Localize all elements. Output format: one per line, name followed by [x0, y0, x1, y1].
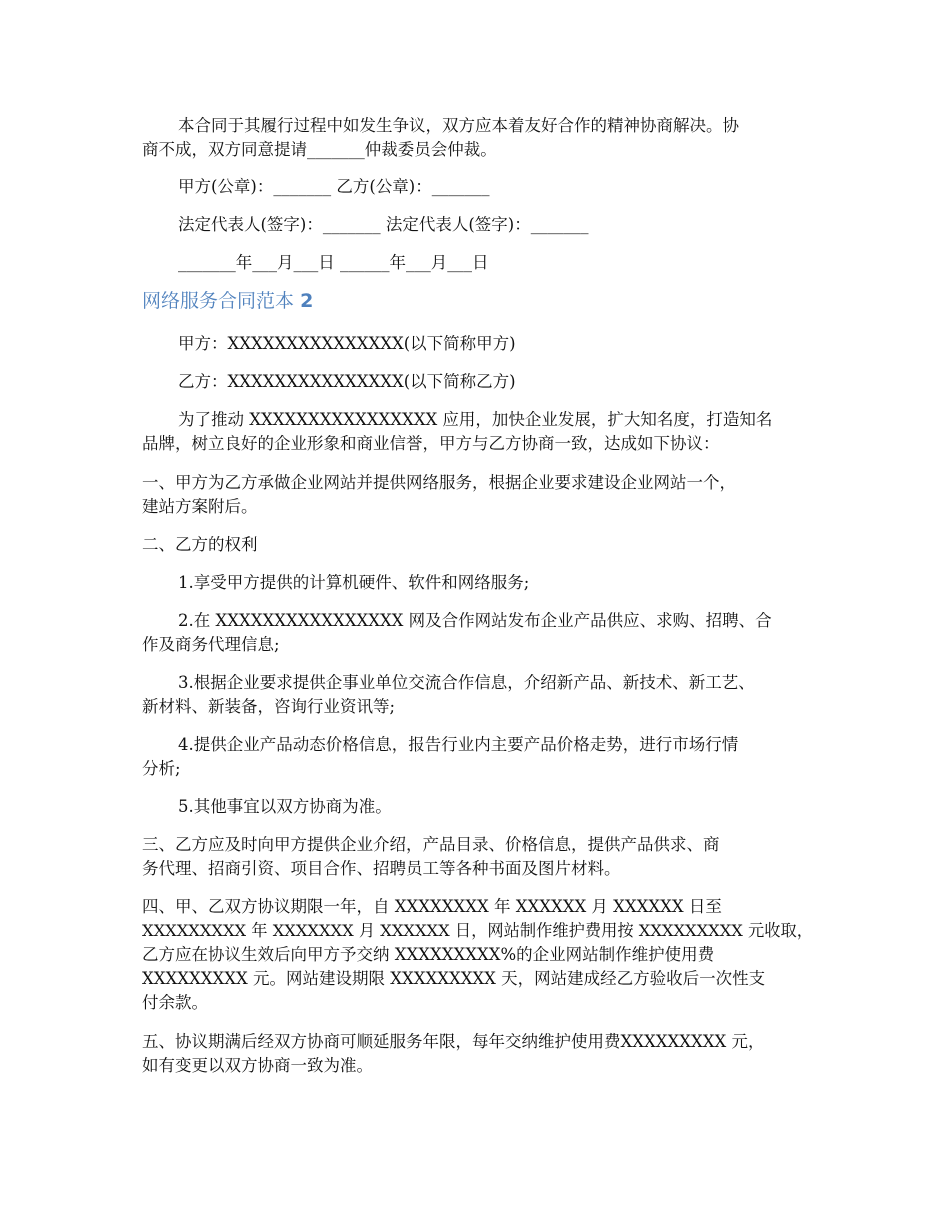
clause-line: 乙方应在协议生效后向甲方予交纳 XXXXXXXXX%的企业网站制作维护使用费 — [142, 945, 715, 964]
clause-line: 务代理、招商引资、项目合作、招聘员工等各种书面及图片材料。 — [142, 859, 621, 878]
right-item: 分析; — [142, 759, 181, 778]
section-heading — [142, 289, 313, 313]
right-item: 新材料、新装备，咨询行业资讯等; — [142, 697, 396, 716]
clause-line: 付余款。 — [142, 993, 208, 1012]
right-item: 作及商务代理信息; — [142, 635, 280, 654]
clause-line: XXXXXXXXX 年 XXXXXXX 月 XXXXXX 日，网站制作维护费用按 XXXXXXXXX 元收取， — [142, 921, 814, 940]
seal-line: 甲方(公章)：_______ 乙方(公章)：_______ — [178, 177, 490, 196]
clause-line: 四、甲、乙双方协议期限一年，自 XXXXXXXX 年 XXXXXX 月 XXXXXX 日至 — [142, 897, 722, 916]
clause-line: 建站方案附后。 — [142, 497, 258, 516]
right-item: 3.根据企业要求提供企事业单位交流合作信息，介绍新产品、新技术、新工艺、 — [178, 673, 755, 692]
intro-line: 为了推动 XXXXXXXXXXXXXXXX 应用，加快企业发展，扩大知名度，打造知名 — [178, 410, 773, 429]
party-a-line: 甲方：XXXXXXXXXXXXXXX(以下简称甲方) — [178, 334, 516, 353]
clause-line: 一、甲方为乙方承做企业网站并提供网络服务，根据企业要求建设企业网站一个， — [142, 473, 736, 492]
paragraph-line: 商不成，双方同意提请_______仲裁委员会仲裁。 — [142, 140, 497, 159]
paragraph-line: 本合同于其履行过程中如发生争议，双方应本着友好合作的精神协商解决。协 — [178, 116, 739, 135]
party-b-line: 乙方：XXXXXXXXXXXXXXX(以下简称乙方) — [178, 372, 516, 391]
section-heading-number: 2 — [300, 290, 314, 312]
right-item: 1.享受甲方提供的计算机硬件、软件和网络服务; — [178, 573, 530, 592]
date-line: _______年___月___日 ______年___月___日 — [178, 253, 489, 272]
right-item: 2.在 XXXXXXXXXXXXXXXX 网及合作网站发布企业产品供应、求购、招聘、合 — [178, 611, 772, 630]
clause-line: 三、乙方应及时向甲方提供企业介绍，产品目录、价格信息，提供产品供求、商 — [142, 835, 720, 854]
clause-line: 如有变更以双方协商一致为准。 — [142, 1056, 373, 1075]
clause-title: 二、乙方的权利 — [142, 535, 258, 554]
right-item: 5.其他事宜以双方协商为准。 — [178, 797, 392, 816]
clause-line: XXXXXXXXX 元。网站建设期限 XXXXXXXXX 天，网站建成经乙方验收后一次性支 — [142, 969, 766, 988]
right-item: 4.提供企业产品动态价格信息，报告行业内主要产品价格走势，进行市场行情 — [178, 735, 739, 754]
clause-line: 五、协议期满后经双方协商可顺延服务年限，每年交纳维护使用费XXXXXXXXX 元， — [142, 1032, 765, 1051]
intro-line: 品牌，树立良好的企业形象和商业信誉，甲方与乙方协商一致，达成如下协议： — [142, 434, 720, 453]
section-heading-text: 网络服务合同范本 — [142, 290, 295, 312]
representative-line: 法定代表人(签字)：_______ 法定代表人(签字)：_______ — [178, 215, 589, 234]
